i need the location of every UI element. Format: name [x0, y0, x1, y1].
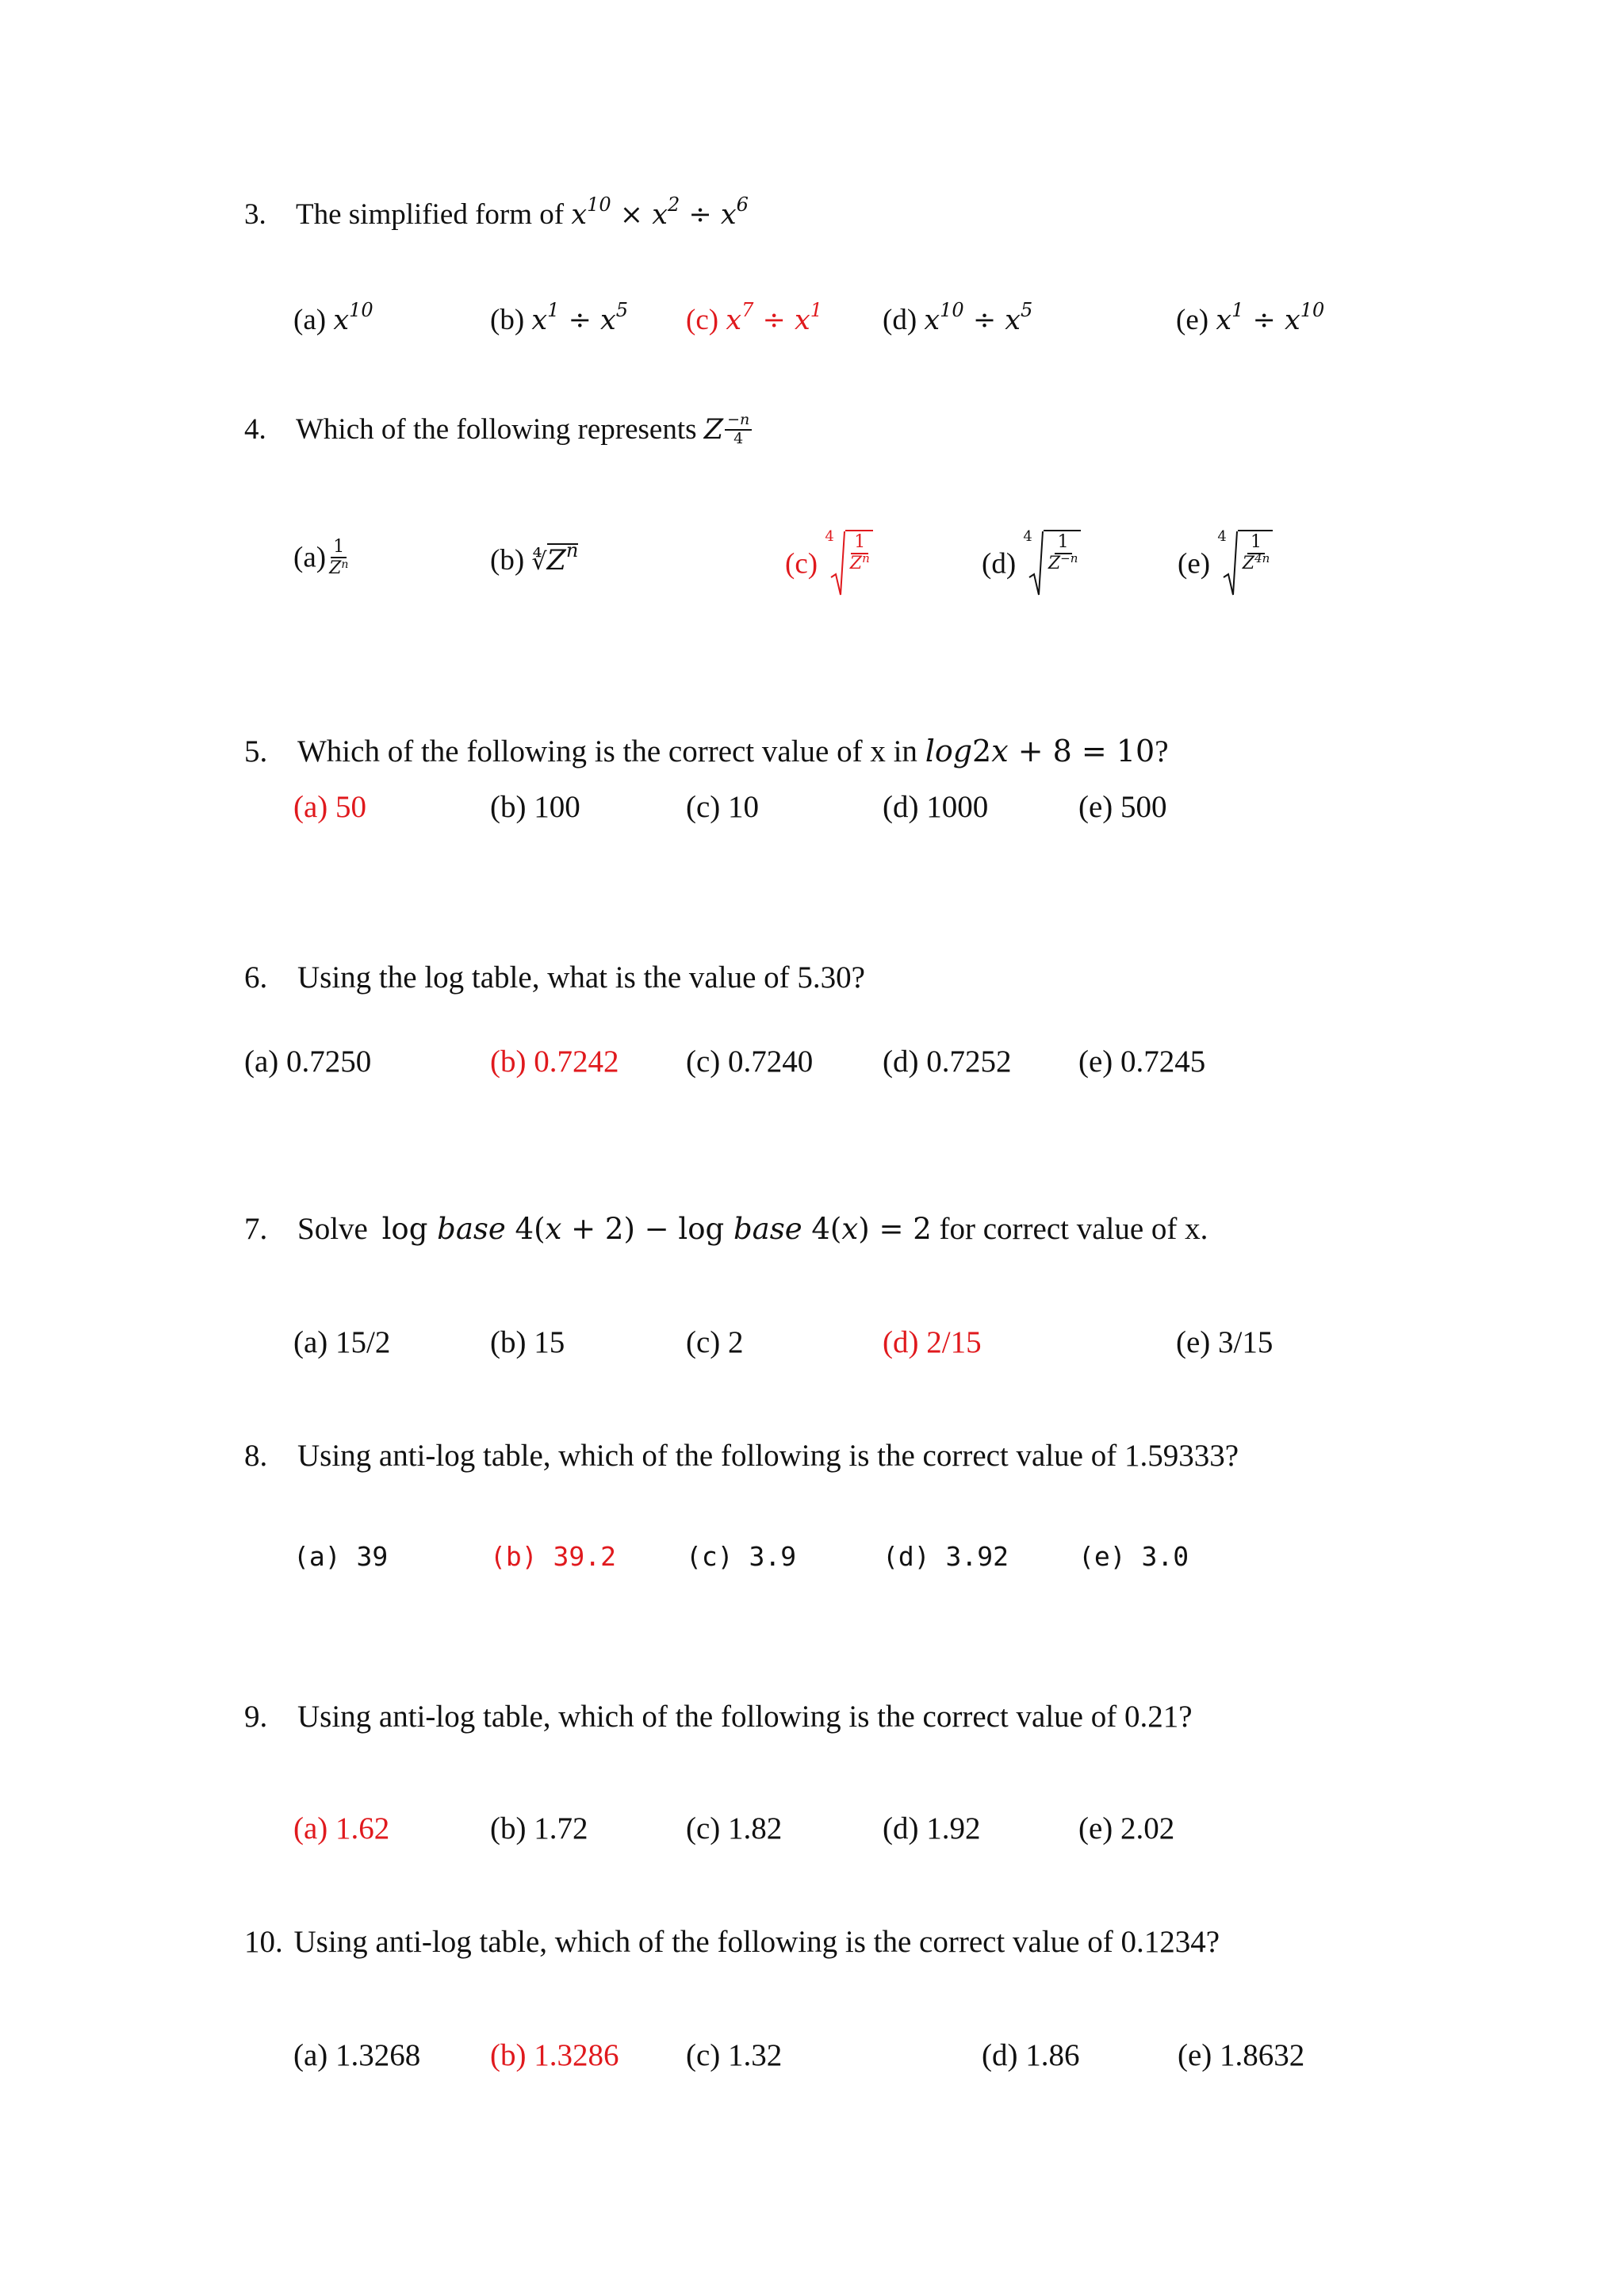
question-number: 6. — [244, 960, 268, 995]
option-a[interactable]: (a) $x^{10}$ — [293, 299, 373, 336]
question-3 — [244, 194, 749, 231]
option-e[interactable]: (e) 2.02 — [1078, 1811, 1175, 1846]
question-text: Using anti-log table, which of the following is the correct value of 0.21? — [297, 1700, 1193, 1734]
question-4 — [244, 412, 752, 447]
option-b-correct[interactable]: (b) 0.7242 — [490, 1045, 619, 1079]
question-number: 8. — [244, 1439, 268, 1473]
option-c[interactable]: (c) 1.32 — [686, 2038, 783, 2072]
question-text: Solve — [297, 1212, 368, 1246]
option-b[interactable]: (b) 15 — [490, 1325, 565, 1359]
question-text: Using anti-log table, which of the following is the correct value of 0.1234? — [293, 1925, 1220, 1959]
question-expression: log base 4(x + 2) − log base 4(x) = 2 — [381, 1212, 932, 1246]
option-a[interactable]: (a) 39 — [293, 1541, 389, 1572]
option-e[interactable]: (e) 1.8632 — [1178, 2038, 1305, 2072]
option-e[interactable]: (e) $x^1 \div x^{10}$ — [1176, 299, 1325, 336]
question-8 — [244, 1440, 1239, 1471]
option-d-correct[interactable]: (d) 2/15 — [883, 1325, 982, 1359]
question-text: Using the log table, what is the value of 5.30? — [297, 960, 865, 995]
question-number: 7. — [244, 1212, 268, 1246]
option-c[interactable]: (c) 0.7240 — [686, 1045, 814, 1079]
question-text: Which of the following represents — [296, 413, 697, 446]
option-a-correct[interactable]: (a) 1.62 — [293, 1811, 390, 1846]
question-expression: log2x + 8 = 10 — [925, 734, 1155, 769]
question-number: 4. — [244, 413, 266, 446]
option-d[interactable]: (d) 1.92 — [883, 1811, 981, 1846]
question-9 — [244, 1701, 1193, 1732]
option-d[interactable]: (d) 1000 — [883, 790, 989, 824]
option-e[interactable]: (e) 3.0 — [1078, 1541, 1189, 1572]
question-text: The simplified form of — [296, 198, 565, 231]
question-10 — [244, 1926, 1220, 1957]
option-c[interactable]: (c) 10 — [686, 790, 760, 824]
option-d[interactable]: (d) 4 1 $Z^{-n}$ — [982, 530, 1081, 598]
option-b-correct[interactable]: (b) 39.2 — [490, 1541, 616, 1572]
option-b[interactable]: (b) $x^1 \div x^5$ — [490, 299, 629, 336]
option-c-correct[interactable]: (c) 4 1 $Z^n$ — [785, 530, 873, 598]
question-number: 9. — [244, 1700, 268, 1734]
question-text: Which of the following is the correct value of x in — [297, 734, 917, 769]
option-e[interactable]: (e) 0.7245 — [1078, 1045, 1206, 1079]
option-c-correct[interactable]: (c) $x^7 \div x^1$ — [686, 299, 822, 336]
option-d[interactable]: (d) 0.7252 — [883, 1045, 1012, 1079]
option-a[interactable]: (a) 0.7250 — [244, 1045, 372, 1079]
option-e[interactable]: (e) 3/15 — [1176, 1325, 1274, 1359]
option-d[interactable]: (d) 1.86 — [982, 2038, 1080, 2072]
option-e[interactable]: (e) 4 1 $Z^{4n}$ — [1178, 530, 1273, 598]
option-d[interactable]: (d) $x^{10} \div x^5$ — [883, 299, 1033, 336]
option-b[interactable]: (b) $∜Z^n$ — [490, 539, 579, 577]
option-a[interactable]: (a) 1.3268 — [293, 2038, 421, 2072]
question-7: 7. Solve log base 4(x + 2) − log base 4(x) = 2 for correct value of x. — [244, 1212, 1208, 1246]
question-number: 3. — [244, 198, 266, 231]
option-a[interactable]: (a) $\frac{1}{Z^n}$ — [293, 537, 349, 579]
question-expression: $x^{10} \times x^2 \div x^6$ — [571, 194, 749, 231]
question-number: 5. — [244, 734, 268, 769]
option-c[interactable]: (c) 2 — [686, 1325, 744, 1359]
question-6 — [244, 962, 865, 993]
option-c[interactable]: (c) 3.9 — [686, 1541, 797, 1572]
question-expression: Z $\frac{-n}{4}$ — [704, 414, 753, 446]
option-b[interactable]: (b) 100 — [490, 790, 580, 824]
option-a-correct[interactable]: (a) 50 — [293, 790, 367, 824]
option-a[interactable]: (a) 15/2 — [293, 1325, 391, 1359]
option-b-correct[interactable]: (b) 1.3286 — [490, 2038, 619, 2072]
question-number: 10. — [244, 1925, 283, 1959]
question-5: 5. Which of the following is the correct value of x in log2x + 8 = 10? — [244, 734, 1169, 769]
option-c[interactable]: (c) 1.82 — [686, 1811, 783, 1846]
option-e[interactable]: (e) 500 — [1078, 790, 1167, 824]
option-b[interactable]: (b) 1.72 — [490, 1811, 588, 1846]
option-d[interactable]: (d) 3.92 — [883, 1541, 1009, 1572]
question-text: Using anti-log table, which of the following is the correct value of 1.59333? — [297, 1439, 1239, 1473]
